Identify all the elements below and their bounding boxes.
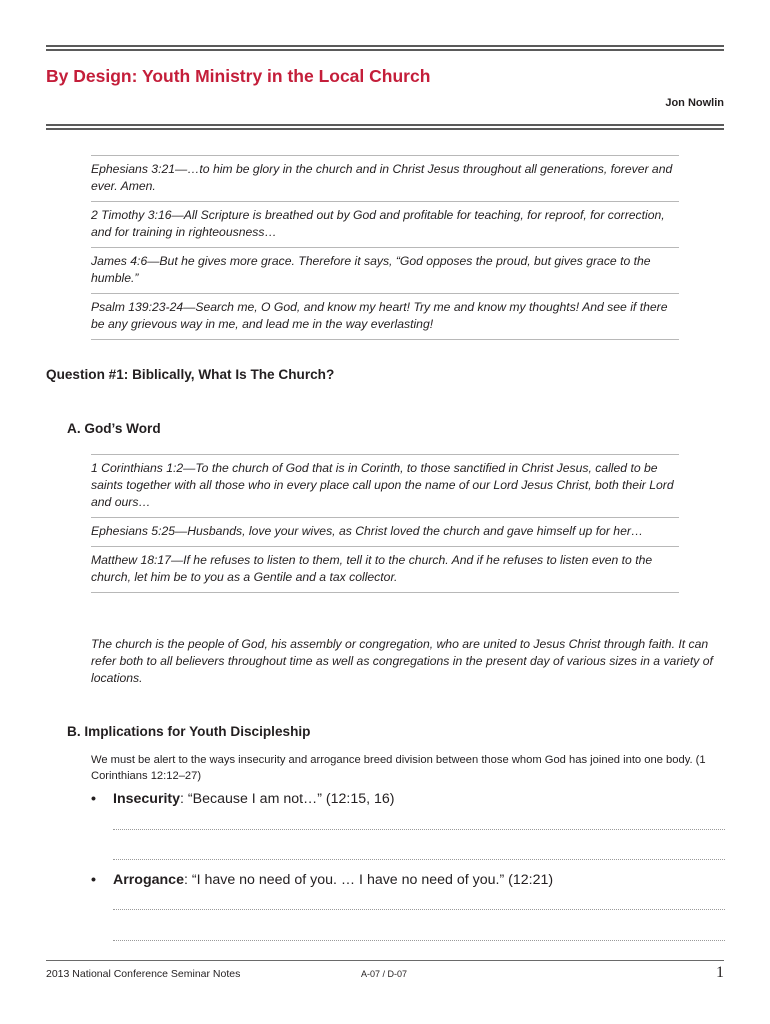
verse-quote: Psalm 139:23-24—Search me, O God, and know my heart! Try me and know my thoughts! And see if there be any grievous way in me, and lead me in the way everlasting! <box>91 293 679 340</box>
section-b-body: We must be alert to the ways insecurity and arrogance breed division between those whom God has joined into one body. (1 Corinthians 12:12–27) <box>91 754 706 782</box>
bullet-icon: • <box>91 791 96 807</box>
section-a-heading: A. God’s Word <box>67 421 161 436</box>
top-double-rule <box>46 45 724 51</box>
church-definition-summary: The church is the people of God, his assembly or congregation, who are united to Jesus Christ through faith. It can refer both to all believers throughout time as well as congregations in the present day of various sizes in a variety of locations. <box>91 637 713 685</box>
page-number: 1 <box>716 964 724 981</box>
notes-line[interactable] <box>113 859 725 860</box>
section-a-verses-block <box>91 454 679 593</box>
bullet-text: : “I have no need of you. … I have no need of you.” (12:21) <box>183 872 554 888</box>
intro-verses-block <box>91 155 679 340</box>
notes-line[interactable] <box>113 829 725 830</box>
author-name: Jon Nowlin <box>665 97 724 109</box>
verse-quote: 2 Timothy 3:16—All Scripture is breathed out by God and profitable for teaching, for reproof, for correction, and for training in righteousness… <box>91 201 679 247</box>
notes-line[interactable] <box>113 940 725 941</box>
header-bottom-double-rule <box>46 124 724 130</box>
verse-quote: Ephesians 5:25—Husbands, love your wives, as Christ loved the church and gave himself up for her… <box>91 517 679 546</box>
bullet-arrogance <box>91 872 553 888</box>
verse-quote: 1 Corinthians 1:2—To the church of God that is in Corinth, to those sanctified in Christ Jesus, called to be saints together with all those who in every place call upon the name of our Lord Jesus Christ, both their Lord and ours… <box>91 454 679 517</box>
question-heading: Question #1: Biblically, What Is The Church? <box>46 367 335 382</box>
verse-quote: Matthew 18:17—If he refuses to listen to them, tell it to the church. And if he refuses to listen even to the church, let him be to you as a Gentile and a tax collector. <box>91 546 679 593</box>
bullet-icon: • <box>91 872 96 888</box>
footer-code: A-07 / D-07 <box>361 969 408 979</box>
notes-line[interactable] <box>113 909 725 910</box>
footer-rule <box>46 960 724 961</box>
section-b-heading: B. Implications for Youth Discipleship <box>67 724 311 739</box>
bullet-label: Insecurity <box>113 791 181 807</box>
verse-quote: Ephesians 3:21—…to him be glory in the church and in Christ Jesus throughout all generations, forever and ever. Amen. <box>91 155 679 201</box>
verse-quote: James 4:6—But he gives more grace. Therefore it says, “God opposes the proud, but gives grace to the humble.” <box>91 247 679 293</box>
document-title: By Design: Youth Ministry in the Local Church <box>46 66 431 86</box>
footer-conference-label: 2013 National Conference Seminar Notes <box>46 968 241 980</box>
bullet-label: Arrogance <box>113 872 184 888</box>
bullet-insecurity <box>91 791 395 807</box>
bullet-text: : “Because I am not…” (12:15, 16) <box>180 791 395 807</box>
